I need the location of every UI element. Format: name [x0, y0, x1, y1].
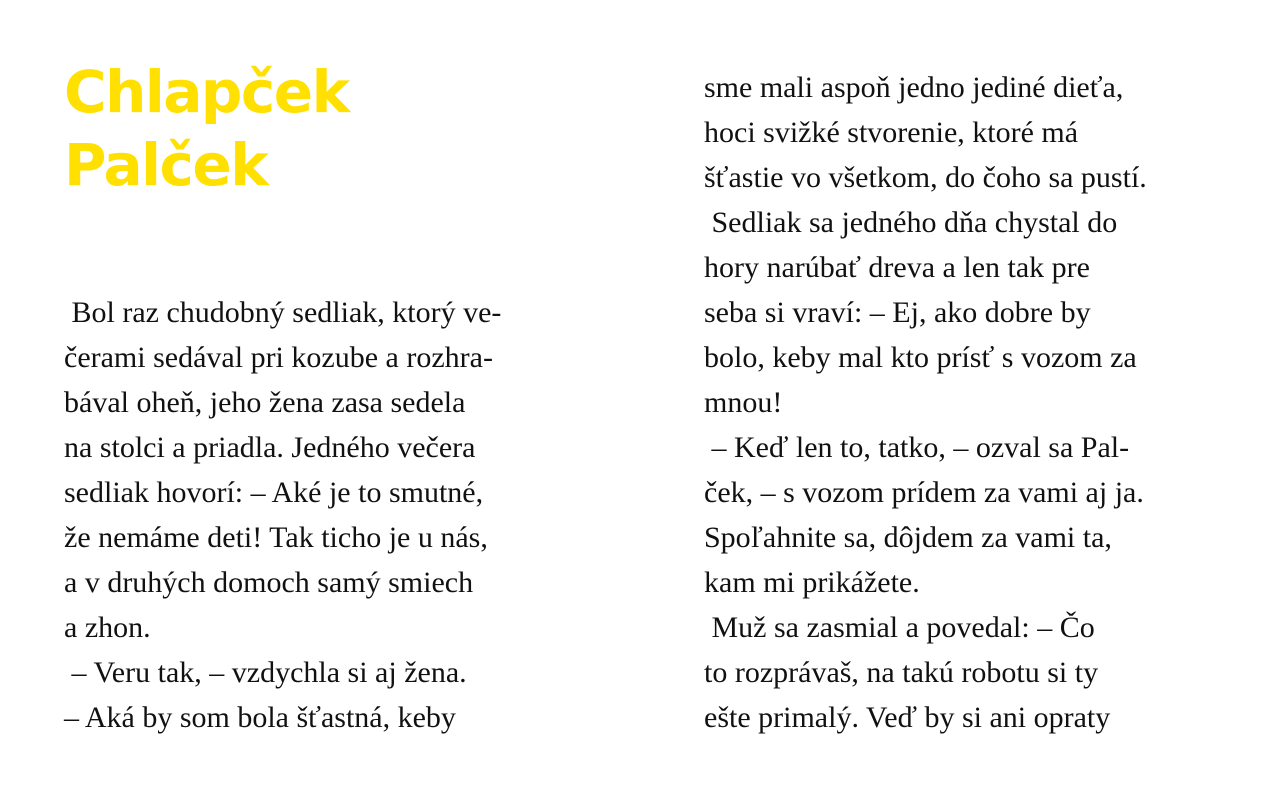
- text-line: Bol raz chudobný sedliak, ktorý ve-: [64, 296, 502, 329]
- text-line: na stolci a priadla. Jedného večera: [64, 431, 476, 464]
- text-line: a zhon.: [64, 611, 151, 644]
- text-line: ešte primalý. Veď by si ani opraty: [704, 701, 1111, 734]
- text-line: hory narúbať dreva a len tak pre: [704, 251, 1090, 284]
- text-line: že nemáme deti! Tak ticho je u nás,: [64, 521, 488, 554]
- text-line: Spoľahnite sa, dôjdem za vami ta,: [704, 521, 1112, 554]
- text-line: – Aká by som bola šťastná, keby: [64, 701, 456, 734]
- text-line: – Veru tak, – vzdychla si aj žena.: [64, 656, 467, 689]
- text-line: sedliak hovorí: – Aké je to smutné,: [64, 476, 484, 509]
- text-line: čerami sedával pri kozube a rozhra-: [64, 341, 493, 374]
- text-line: mnou!: [704, 386, 783, 419]
- text-line: sme mali aspoň jedno jediné dieťa,: [704, 71, 1124, 104]
- text-line: – Keď len to, tatko, – ozval sa Pal-: [704, 431, 1130, 464]
- text-column-left: [64, 290, 501, 740]
- story-title-line-2: Palček: [64, 131, 268, 199]
- story-title-line-1: Chlapček: [64, 58, 349, 126]
- text-line: bával oheň, jeho žena zasa sedela: [64, 386, 466, 419]
- text-line: kam mi prikážete.: [704, 566, 920, 599]
- text-line: seba si vraví: – Ej, ako dobre by: [704, 296, 1091, 329]
- text-line: hoci svižké stvorenie, ktoré má: [704, 116, 1079, 149]
- text-line: a v druhých domoch samý smiech: [64, 566, 474, 599]
- text-line: ček, – s vozom prídem za vami aj ja.: [704, 476, 1144, 509]
- story-title: [64, 56, 349, 202]
- text-line: šťastie vo všetkom, do čoho sa pustí.: [704, 161, 1147, 194]
- text-line: Sedliak sa jedného dňa chystal do: [704, 206, 1118, 239]
- text-line: Muž sa zasmial a povedal: – Čo: [704, 611, 1095, 644]
- text-column-right: [704, 65, 1147, 740]
- text-line: to rozprávaš, na takú robotu si ty: [704, 656, 1099, 689]
- text-line: bolo, keby mal kto prísť s vozom za: [704, 341, 1137, 374]
